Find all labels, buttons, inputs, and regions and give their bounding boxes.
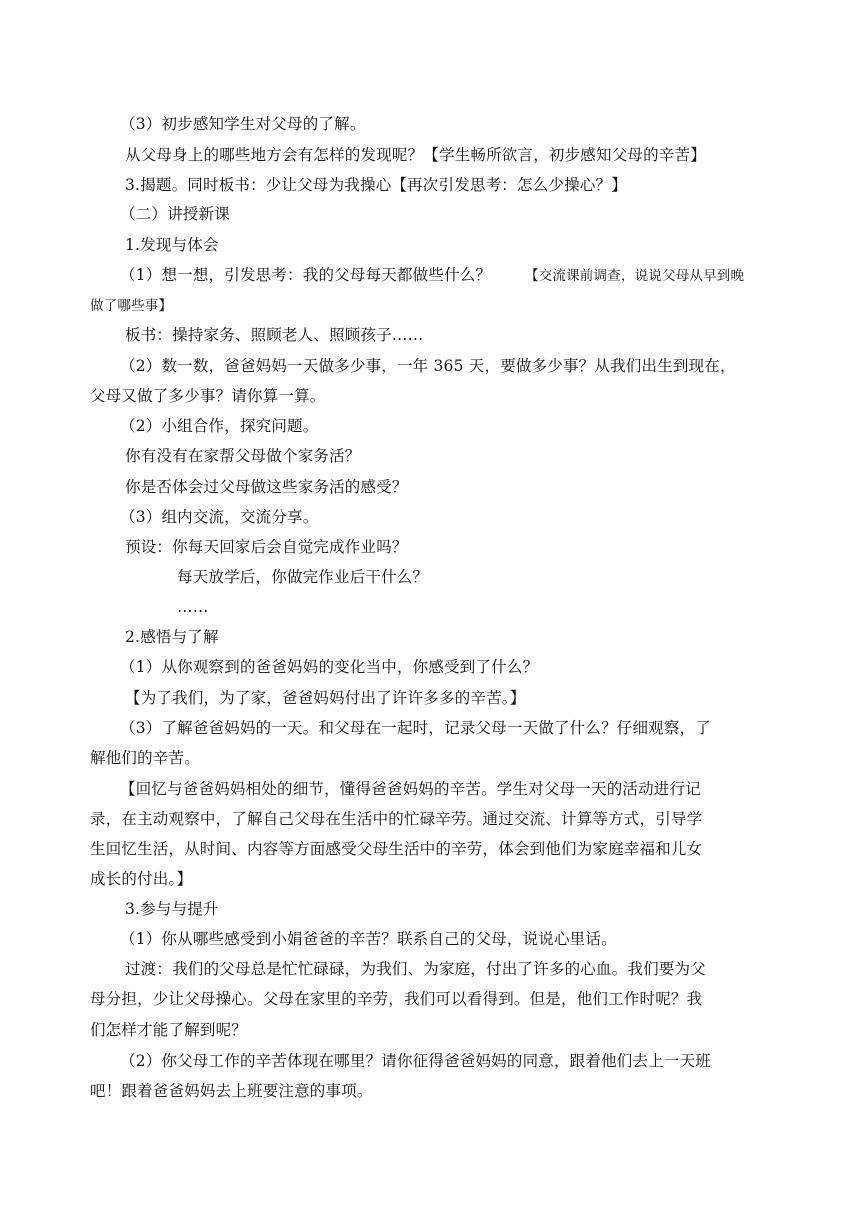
text-line: 你是否体会过父母做这些家务活的感受？: [125, 478, 408, 496]
text-line: （2）你父母工作的辛苦体现在哪里？请你征得爸爸妈妈的同意，跟着他们去上一天班: [120, 1052, 711, 1070]
text-line: （3）初步感知学生对父母的了解。: [120, 115, 366, 133]
text-line: 做了哪些事】: [90, 298, 173, 314]
text-line: 每天放学后，你做完作业后干什么？: [177, 568, 429, 586]
subsection-heading: 3.参与与提升: [125, 900, 219, 918]
text-line: 3.揭题。同时板书：少让父母为我操心【再次引发思考：怎么少操心？】: [125, 176, 627, 194]
text-line: 你有没有在家帮父母做个家务活？: [125, 447, 361, 465]
text-line: （1）你从哪些感受到小娟爸爸的辛苦？联系自己的父母，说说心里话。: [120, 930, 617, 948]
text-line: 预设：你每天回家后会自觉完成作业吗？: [125, 538, 408, 556]
subsection-heading: 1.发现与体会: [125, 236, 219, 254]
text-line: 成长的付出。】: [90, 870, 193, 888]
subsection-heading: 2.感悟与了解: [125, 628, 219, 646]
text-line: 解他们的辛苦。: [90, 749, 200, 767]
text-line: （2）数一数，爸爸妈妈一天做多少事，一年 365 天，要做多少事？从我们出生到现在，: [120, 357, 736, 375]
text-line: （3）了解爸爸妈妈的一天。和父母在一起时，记录父母一天做了什么？仔细观察，了: [120, 719, 711, 737]
text-line: （2）小组合作，探究问题。: [120, 417, 319, 435]
text-line: 父母又做了多少事？请你算一算。: [90, 387, 326, 405]
text-line: 【交流课前调查，说说父母从早到晚: [525, 268, 745, 284]
text-line: （1）想一想，引发思考：我的父母每天都做些什么？: [120, 266, 492, 284]
section-heading: （二）讲授新课: [120, 205, 230, 223]
text-line: 【为了我们，为了家，爸爸妈妈付出了许许多多的辛苦。】: [125, 689, 526, 707]
text-line: 吧！跟着爸爸妈妈去上班要注意的事项。: [90, 1082, 373, 1100]
text-line: 母分担，少让父母操心。父母在家里的辛劳，我们可以看得到。但是，他们工作时呢？我: [90, 990, 703, 1008]
text-line: 录，在主动观察中，了解自己父母在生活中的忙碌辛劳。通过交流、计算等方式，引导学: [90, 810, 703, 828]
text-line: （3）组内交流，交流分享。: [120, 508, 319, 526]
text-line: 从父母身上的哪些地方会有怎样的发现呢？【学生畅所欲言，初步感知父母的辛苦】: [125, 146, 706, 164]
text-line: 【回忆与爸爸妈妈相处的细节，懂得爸爸妈妈的辛苦。学生对父母一天的活动进行记: [120, 780, 701, 798]
text-line: 板书：操持家务、照顾老人、照顾孩子……: [125, 326, 424, 344]
text-line: 生回忆生活，从时间、内容等方面感受父母生活中的辛劳，体会到他们为家庭幸福和儿女: [90, 840, 703, 858]
text-line: 过渡：我们的父母总是忙忙碌碌，为我们、为家庭，付出了许多的心血。我们要为父: [125, 960, 706, 978]
text-line: （1）从你观察到的爸爸妈妈的变化当中，你感受到了什么？: [120, 658, 539, 676]
text-line: 们怎样才能了解到呢？: [90, 1021, 248, 1039]
text-line: ……: [177, 598, 209, 616]
